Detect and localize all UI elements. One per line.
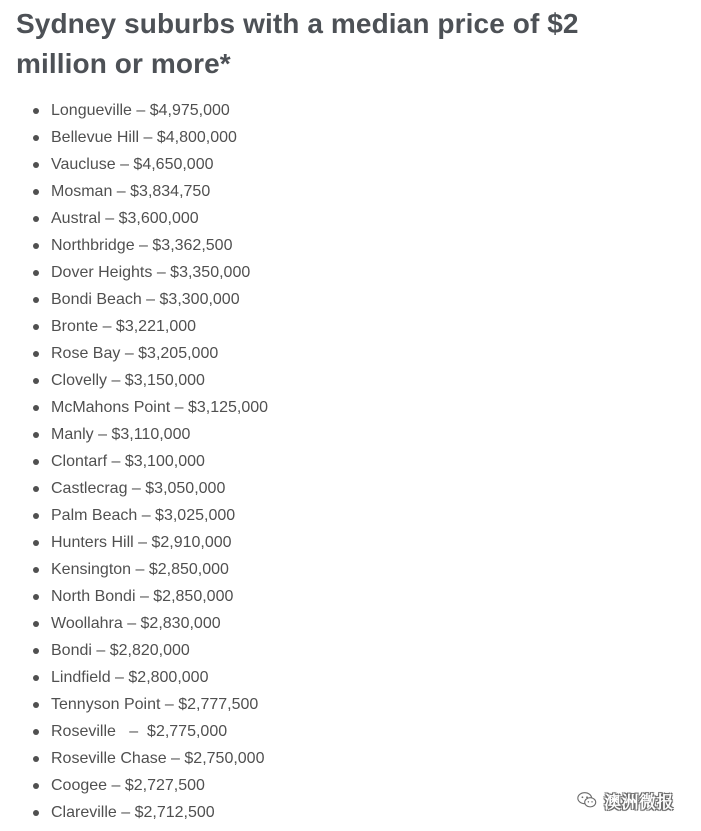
- bullet-icon: [33, 297, 39, 303]
- list-item: [0, 205, 268, 232]
- list-item: [0, 745, 268, 772]
- bullet-icon: [33, 594, 39, 600]
- list-item: [0, 664, 268, 691]
- bullet-icon: [33, 135, 39, 141]
- list-item: [0, 799, 268, 826]
- list-item: [0, 340, 268, 367]
- list-item: [0, 637, 268, 664]
- list-item-text: North Bondi – $2,850,000: [51, 588, 234, 605]
- list-item-text: McMahons Point – $3,125,000: [51, 399, 269, 416]
- list-item-text: Clovelly – $3,150,000: [51, 372, 205, 389]
- list-item-text: Palm Beach – $3,025,000: [51, 507, 236, 524]
- list-item-text: Bronte – $3,221,000: [51, 318, 197, 335]
- list-item: [0, 583, 268, 610]
- list-item: [0, 691, 268, 718]
- list-item-text: Coogee – $2,727,500: [51, 777, 205, 794]
- bullet-icon: [33, 756, 39, 762]
- bullet-icon: [33, 513, 39, 519]
- list-item: [0, 610, 268, 637]
- list-item: [0, 259, 268, 286]
- bullet-icon: [33, 648, 39, 654]
- list-item-text: Mosman – $3,834,750: [51, 183, 211, 200]
- bullet-icon: [33, 324, 39, 330]
- page-title: Sydney suburbs with a median price of $2 million or more*: [16, 8, 579, 79]
- list-item-text: Bondi Beach – $3,300,000: [51, 291, 240, 308]
- list-item-text: Roseville Chase – $2,750,000: [51, 750, 265, 767]
- list-item: [0, 772, 268, 799]
- list-item-text: Vaucluse – $4,650,000: [51, 156, 214, 173]
- bullet-icon: [33, 351, 39, 357]
- list-item: [0, 529, 268, 556]
- list-item-text: Manly – $3,110,000: [51, 426, 191, 443]
- bullet-icon: [33, 783, 39, 789]
- list-item-text: Longueville – $4,975,000: [51, 102, 230, 119]
- list-item: [0, 718, 268, 745]
- bullet-icon: [33, 729, 39, 735]
- list-item: [0, 421, 268, 448]
- bullet-icon: [33, 486, 39, 492]
- list-item: [0, 97, 268, 124]
- bullet-icon: [33, 162, 39, 168]
- list-item-text: Lindfield – $2,800,000: [51, 669, 209, 686]
- list-item-text: Bellevue Hill – $4,800,000: [51, 129, 237, 146]
- list-item: [0, 367, 268, 394]
- list-item: [0, 313, 268, 340]
- bullet-icon: [33, 459, 39, 465]
- bullet-icon: [33, 270, 39, 276]
- list-item-text: Kensington – $2,850,000: [51, 561, 229, 578]
- watermark: [576, 784, 674, 816]
- list-item-text: Rose Bay – $3,205,000: [51, 345, 219, 362]
- bullet-icon: [33, 216, 39, 222]
- list-item: [0, 232, 268, 259]
- list-item-text: Northbridge – $3,362,500: [51, 237, 233, 254]
- bullet-icon: [33, 432, 39, 438]
- list-item: [0, 556, 268, 583]
- list-item-text: Dover Heights – $3,350,000: [51, 264, 251, 281]
- bullet-icon: [33, 702, 39, 708]
- bullet-icon: [33, 243, 39, 249]
- suburb-list: [0, 97, 268, 826]
- list-item: [0, 151, 268, 178]
- list-item: [0, 124, 268, 151]
- bullet-icon: [33, 621, 39, 627]
- list-item-text: Tennyson Point – $2,777,500: [51, 696, 259, 713]
- list-item-text: Hunters Hill – $2,910,000: [51, 534, 232, 551]
- list-item-text: Castlecrag – $3,050,000: [51, 480, 226, 497]
- bullet-icon: [33, 540, 39, 546]
- bullet-icon: [33, 810, 39, 816]
- list-item: [0, 178, 268, 205]
- list-item: [0, 286, 268, 313]
- list-item-text: Woollahra – $2,830,000: [51, 615, 221, 632]
- bullet-icon: [33, 108, 39, 114]
- list-item-text: Austral – $3,600,000: [51, 210, 199, 227]
- list-item-text: Bondi – $2,820,000: [51, 642, 190, 659]
- list-item: [0, 502, 268, 529]
- list-item-text: Roseville – $2,775,000: [51, 723, 228, 740]
- list-item-text: Clareville – $2,712,500: [51, 804, 215, 821]
- list-item-text: Clontarf – $3,100,000: [51, 453, 205, 470]
- bullet-icon: [33, 675, 39, 681]
- list-item: [0, 475, 268, 502]
- list-item: [0, 394, 268, 421]
- bullet-icon: [33, 567, 39, 573]
- bullet-icon: [33, 189, 39, 195]
- list-item: [0, 448, 268, 475]
- bullet-icon: [33, 405, 39, 411]
- bullet-icon: [33, 378, 39, 384]
- wechat-icon: [576, 789, 598, 811]
- watermark-text: 澳洲微报: [604, 792, 674, 813]
